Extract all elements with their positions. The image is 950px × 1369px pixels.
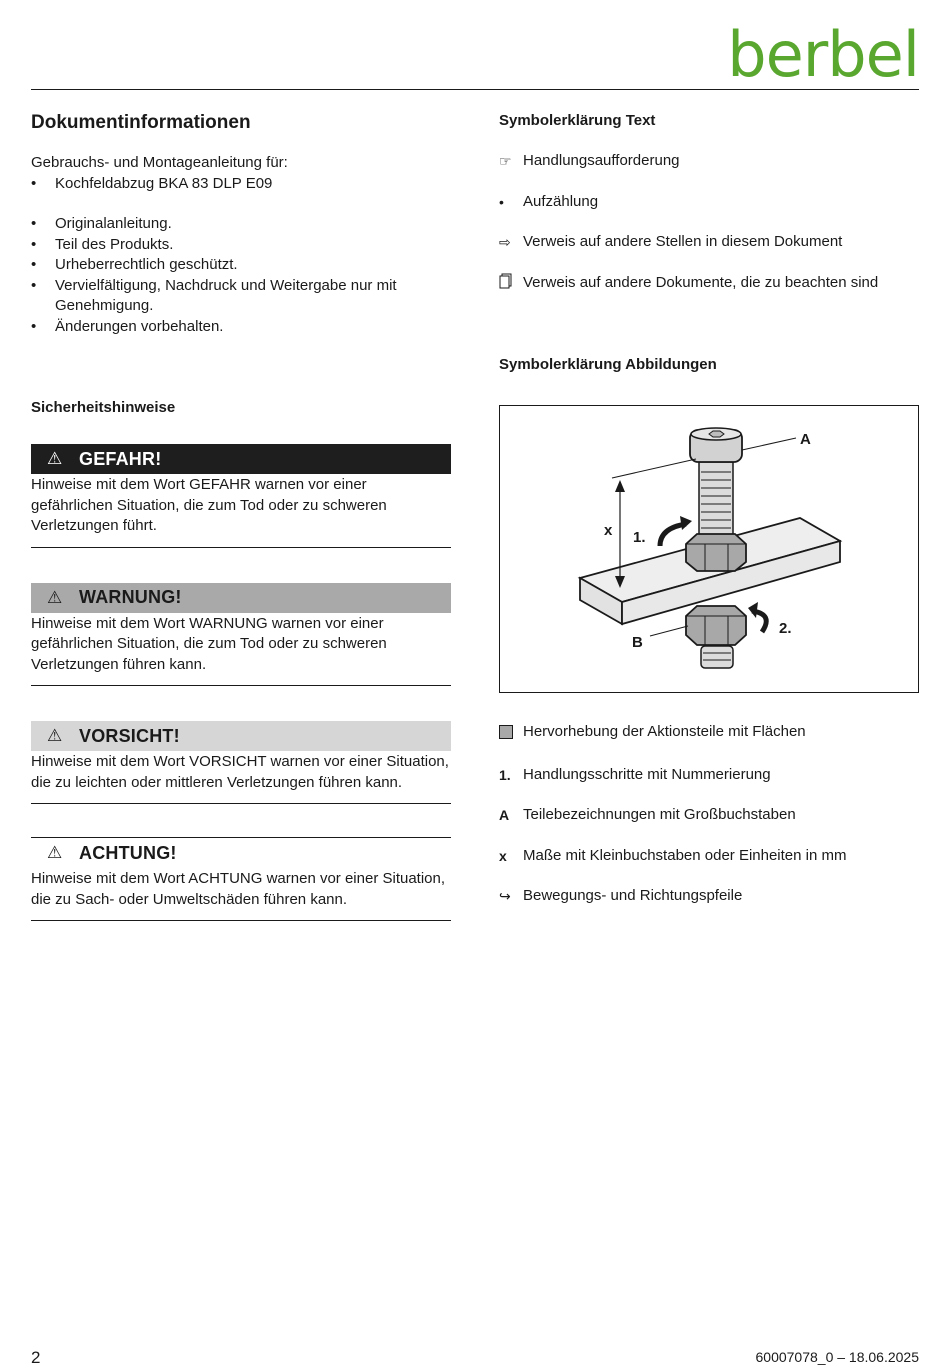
list-item: [499, 273, 919, 294]
list-item: [499, 765, 919, 785]
warning-triangle-icon: ⚠: [47, 449, 63, 468]
list-item: • Änderungen vorbehalten.: [31, 317, 451, 338]
attention-bar: [31, 837, 451, 868]
symbols-text-list: [499, 151, 919, 294]
document-icon: [499, 273, 523, 294]
symbol-description: Aufzählung: [523, 192, 599, 210]
list-item: • Kochfeldabzug BKA 83 DLP E09: [31, 174, 451, 195]
list-item: [499, 805, 919, 825]
warning-triangle-icon: ⚠: [47, 726, 63, 745]
doc-info-intro: Gebrauchs- und Montageanleitung für:: [31, 154, 288, 171]
header-rule: [31, 89, 919, 90]
arrow-right-icon: ⇨: [499, 234, 511, 250]
legend-text: Teilebezeichnungen mit Großbuchstaben: [523, 806, 796, 823]
list-item: • Vervielfältigung, Nachdruck und Weitergabe nur mit Genehmigung.: [31, 276, 451, 317]
symbols-figures-heading: Symbolerklärung Abbildungen: [499, 355, 717, 373]
list-item: [499, 722, 919, 744]
legend-text: Maße mit Kleinbuchstaben oder Einheiten in mm: [523, 846, 847, 864]
notice-text: Hinweise mit dem Wort VORSICHT warnen vor einer Situation, die zu leichten oder mittleren Verletzungen führen kann.: [31, 751, 451, 804]
notice-attention: [31, 837, 451, 921]
label-step2: 2.: [779, 620, 792, 637]
notice-label: WARNUNG!: [79, 587, 182, 607]
left-column: [31, 110, 451, 921]
pointing-hand-icon: ☞: [499, 153, 512, 169]
label-x: x: [604, 522, 613, 539]
danger-bar: [31, 444, 451, 474]
bullet-icon: •: [499, 193, 504, 210]
figure-legend: [499, 722, 919, 906]
notice-label: ACHTUNG!: [79, 842, 177, 863]
legend-text: Hervorhebung der Aktionsteile mit Flächen: [523, 723, 806, 740]
right-column: [499, 110, 919, 376]
list-item: • Urheberrechtlich geschützt.: [31, 255, 451, 276]
warning-bar: [31, 583, 451, 613]
legend-symbol: x: [499, 847, 507, 864]
product-list: [31, 174, 451, 195]
legend-symbol: A: [499, 807, 510, 823]
doc-info-heading: Dokumentinformationen: [31, 112, 251, 133]
list-item: • Originalanleitung.: [31, 214, 451, 235]
list-item: [499, 886, 919, 906]
page-number: 2: [31, 1348, 41, 1367]
legend-text: Handlungsschritte mit Nummerierung: [523, 765, 771, 783]
notice-warning: [31, 583, 451, 687]
list-item: • Teil des Produkts.: [31, 235, 451, 256]
notice-danger: [31, 444, 451, 548]
notice-caution: [31, 721, 451, 804]
symbols-text-heading: Symbolerklärung Text: [499, 112, 656, 129]
gray-square-icon: [499, 722, 523, 744]
document-id: 60007078_0 – 18.06.2025: [755, 1349, 919, 1365]
symbol-description: Verweis auf andere Stellen in diesem Dokument: [523, 233, 843, 250]
safety-heading: Sicherheitshinweise: [31, 399, 176, 416]
doc-info-list: [31, 214, 451, 337]
label-step1: 1.: [633, 529, 646, 546]
warning-triangle-icon: ⚠: [47, 843, 63, 862]
symbol-description: Verweis auf andere Dokumente, die zu beachten sind: [523, 273, 879, 291]
example-figure: [499, 405, 919, 693]
bolt-illustration: [500, 406, 918, 692]
notice-label: VORSICHT!: [79, 725, 180, 746]
list-item: [499, 232, 919, 252]
notice-label: GEFAHR!: [79, 448, 162, 469]
caution-bar: [31, 721, 451, 751]
notice-text: Hinweise mit dem Wort WARNUNG warnen vor einer gefährlichen Situation, die zum Tod oder zu schweren Verletzungen führen kann.: [31, 613, 451, 687]
curved-arrow-icon: ↪: [499, 888, 511, 904]
legend-text: Bewegungs- und Richtungspfeile: [523, 887, 743, 904]
brand-logo: berbel: [727, 18, 919, 91]
notice-text: Hinweise mit dem Wort GEFAHR warnen vor einer gefährlichen Situation, die zum Tod oder zu schweren Verletzungen führt.: [31, 474, 451, 548]
list-item: [499, 192, 919, 212]
label-b: B: [632, 634, 643, 651]
symbol-description: Handlungsaufforderung: [523, 152, 680, 169]
list-item: [499, 846, 919, 866]
list-item: [499, 151, 919, 171]
warning-triangle-icon: ⚠: [47, 587, 63, 607]
legend-symbol: 1.: [499, 766, 511, 783]
label-a: A: [800, 431, 811, 448]
notice-text: Hinweise mit dem Wort ACHTUNG warnen vor einer Situation, die zu Sach- oder Umweltschäden führen kann.: [31, 868, 451, 921]
